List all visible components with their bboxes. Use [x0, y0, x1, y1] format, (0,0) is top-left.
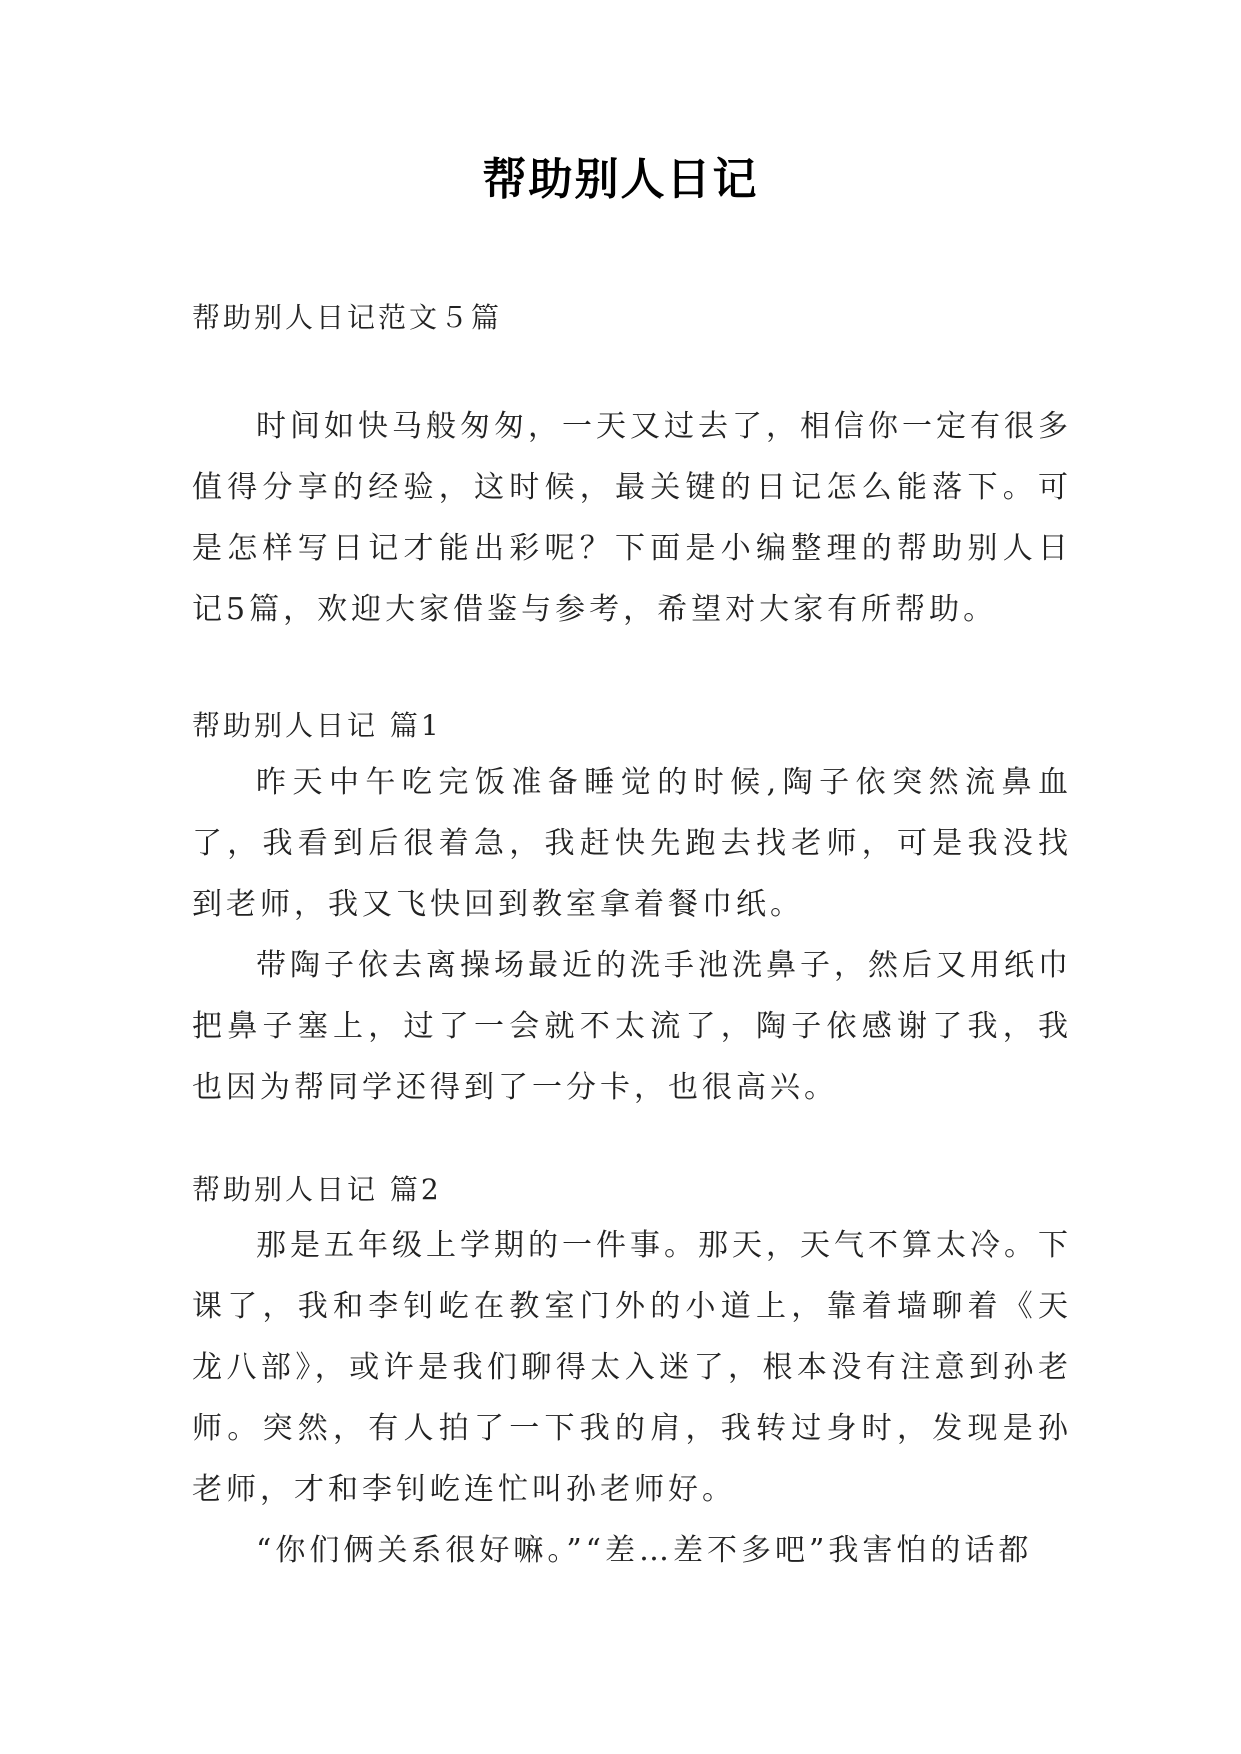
page-title: 帮助别人日记: [482, 154, 759, 205]
section-1-paragraph-2: 带陶子依去离操场最近的洗手池洗鼻子，然后又用纸巾把鼻子塞上，过了一会就不太流了，陶子依感谢了我，我也因为帮同学还得到了一分卡，也很高兴。: [192, 948, 1072, 1105]
section-heading-1: 帮助别人日记 篇1: [192, 709, 442, 742]
section-2-paragraph-1: 那是五年级上学期的一件事。那天，天气不算太冷。下课了，我和李钊屹在教室门外的小道上，靠着墙聊着《天龙八部》，或许是我们聊得太入迷了，根本没有注意到孙老师。突然，有人拍了一下我的肩，我转过身时，发现是孙老师，才和李钊屹连忙叫孙老师好。: [192, 1228, 1072, 1507]
section-2-paragraph-2: “你们俩关系很好嘛。”“差…差不多吧”我害怕的话都: [256, 1533, 1033, 1568]
section-heading-2: 帮助别人日记 篇2: [192, 1173, 442, 1206]
intro-paragraph: 时间如快马般匆匆，一天又过去了，相信你一定有很多值得分享的经验，这时候，最关键的日记怎么能落下。可是怎样写日记才能出彩呢？下面是小编整理的帮助别人日记5篇，欢迎大家借鉴与参考，希望对大家有所帮助。: [192, 409, 1072, 627]
document-subtitle: 帮助别人日记范文５篇: [192, 301, 503, 334]
section-1-paragraph-1: 昨天中午吃完饭准备睡觉的时候,陶子依突然流鼻血了，我看到后很着急，我赶快先跑去找老师，可是我没找到老师，我又飞快回到教室拿着餐巾纸。: [192, 765, 1072, 922]
